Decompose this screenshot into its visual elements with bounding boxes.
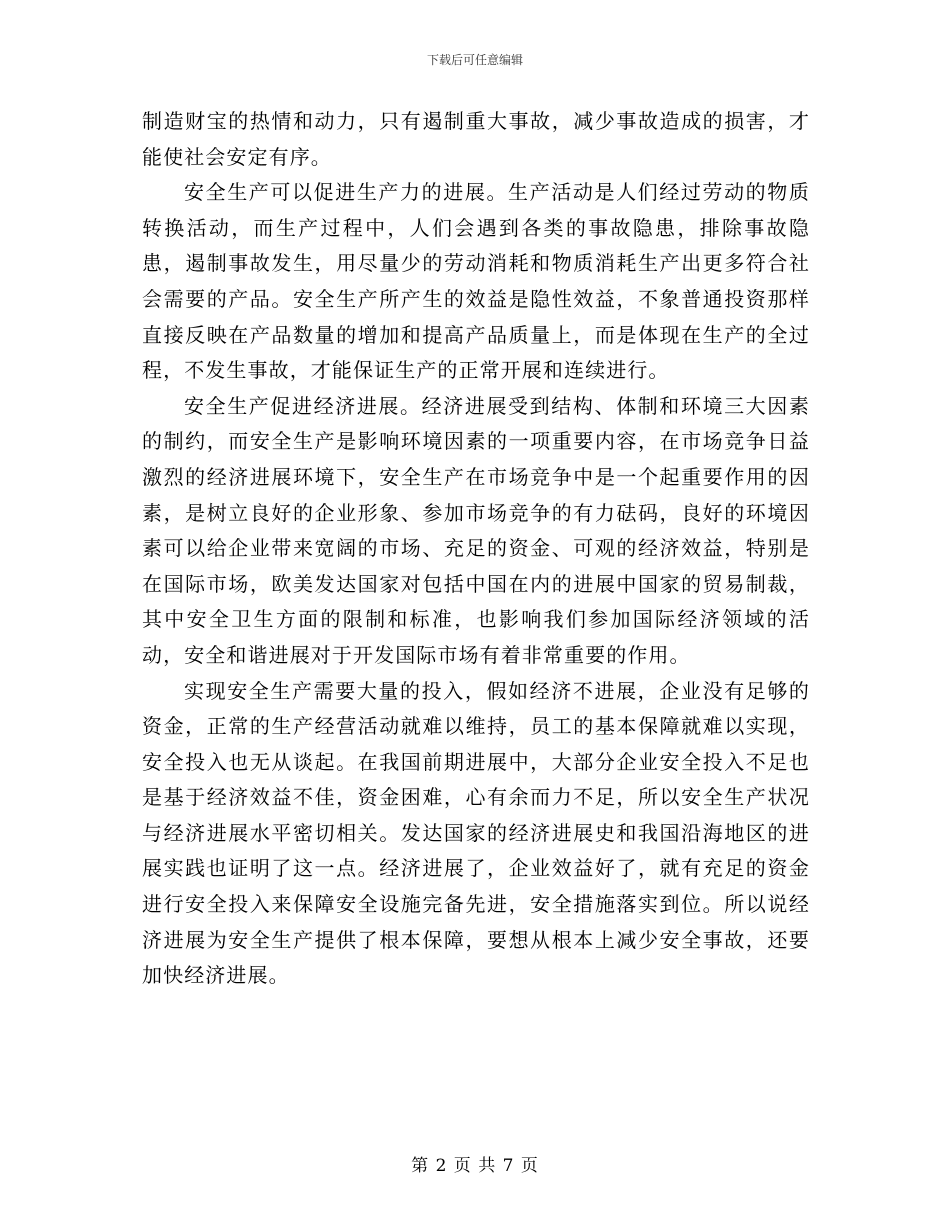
- document-body: [142, 104, 810, 994]
- total-page-count: 7: [502, 1156, 515, 1176]
- paragraph-4: 实现安全生产需要大量的投入，假如经济不进展，企业没有足够的资金，正常的生产经营活动就难以维持，员工的基本保障就难以实现，安全投入也无从谈起。在我国前期进展中，大部分企业安全投入不足也是基于经济效益不佳，资金困难，心有余而力不足，所以安全生产状况与经济进展水平密切相关。发达国家的经济进展史和我国沿海地区的进展实践也证明了这一点。经济进展了，企业效益好了，就有充足的资金进行安全投入来保障安全设施完备先进，安全措施落实到位。所以说经济进展为安全生产提供了根本保障，要想从根本上减少安全事故，还要加快经济进展。: [142, 678, 810, 988]
- page-header: 下载后可任意编辑: [426, 53, 523, 67]
- footer-middle: 页 共: [453, 1156, 497, 1176]
- footer-suffix: 页: [520, 1156, 539, 1176]
- paragraph-2: 安全生产可以促进生产力的进展。生产活动是人们经过劳动的物质转换活动，而生产过程中，人们会遇到各类的事故隐患，排除事故隐患，遏制事故发生，用尽量少的劳动消耗和物质消耗生产出更多符合社会需要的产品。安全生产所产生的效益是隐性效益，不象普通投资那样直接反映在产品数量的增加和提高产品质量上，而是体现在生产的全过程，不发生事故，才能保证生产的正常开展和连续进行。: [142, 180, 810, 383]
- page-footer: [0, 1155, 950, 1177]
- current-page-number: 2: [435, 1156, 448, 1176]
- footer-prefix: 第: [411, 1156, 430, 1176]
- paragraph-3: 安全生产促进经济进展。经济进展受到结构、体制和环境三大因素的制约，而安全生产是影响环境因素的一项重要内容，在市场竞争日益激烈的经济进展环境下，安全生产在市场竞争中是一个起重要作用的因素，是树立良好的企业形象、参加市场竞争的有力砝码，良好的环境因素可以给企业带来宽阔的市场、充足的资金、可观的经济效益，特别是在国际市场，欧美发达国家对包括中国在内的进展中国家的贸易制裁，其中安全卫生方面的限制和标准，也影响我们参加国际经济领域的活动，安全和谐进展对于开发国际市场有着非常重要的作用。: [142, 393, 810, 667]
- paragraph-1: 制造财宝的热情和动力，只有遏制重大事故，减少事故造成的损害，才能使社会安定有序。: [142, 109, 810, 169]
